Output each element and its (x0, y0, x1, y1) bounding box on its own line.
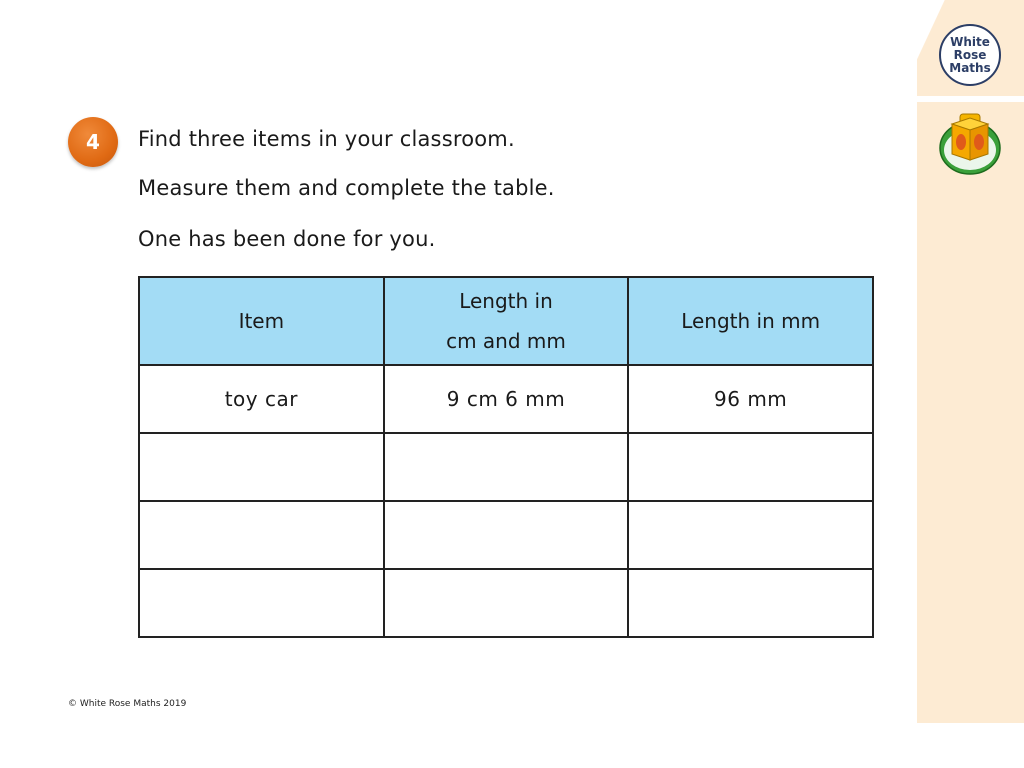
cell-mm: 96 mm (628, 365, 873, 433)
cell-cm-mm: 9 cm 6 mm (384, 365, 629, 433)
multilink-cube-icon (938, 110, 1002, 176)
side-panel (917, 0, 1024, 723)
logo-text-maths: Maths (949, 60, 991, 75)
instruction-line-1: Find three items in your classroom. (138, 127, 515, 151)
cell-cm-mm-empty[interactable] (384, 433, 629, 501)
header-item: Item (139, 277, 384, 365)
side-panel-divider (917, 96, 1024, 102)
logo-text-rose: Rose (953, 47, 987, 62)
header-length-cm-mm-line2: cm and mm (446, 329, 566, 353)
logo-text-white: White (950, 34, 990, 49)
cell-item-empty[interactable] (139, 433, 384, 501)
cell-item-empty[interactable] (139, 501, 384, 569)
instruction-line-3: One has been done for you. (138, 227, 436, 251)
cell-cm-mm-empty[interactable] (384, 569, 629, 637)
instruction-line-2: Measure them and complete the table. (138, 176, 555, 200)
table-row (139, 433, 873, 501)
cell-item: toy car (139, 365, 384, 433)
question-number-badge: 4 (68, 117, 118, 167)
table-row (139, 569, 873, 637)
cell-mm-empty[interactable] (628, 569, 873, 637)
cell-mm-empty[interactable] (628, 501, 873, 569)
table-row (139, 501, 873, 569)
header-length-cm-mm (384, 277, 629, 365)
copyright-footer: © White Rose Maths 2019 (68, 699, 187, 709)
measurement-table (138, 276, 874, 638)
white-rose-maths-logo (939, 24, 1001, 86)
header-length-mm: Length in mm (628, 277, 873, 365)
header-length-cm-mm-line1: Length in (459, 289, 553, 313)
cell-item-empty[interactable] (139, 569, 384, 637)
cell-mm-empty[interactable] (628, 433, 873, 501)
cell-cm-mm-empty[interactable] (384, 501, 629, 569)
table-header-row (139, 277, 873, 365)
table-row (139, 365, 873, 433)
